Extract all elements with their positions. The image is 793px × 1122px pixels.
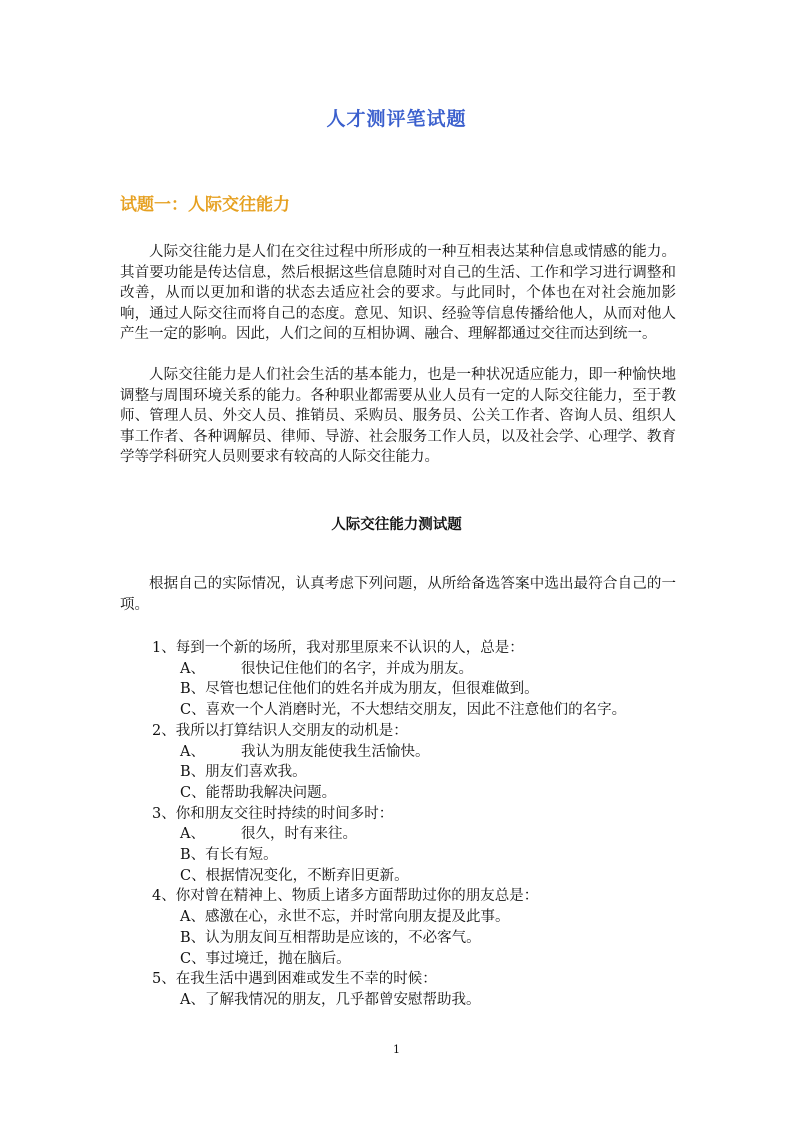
option-label: B、	[180, 847, 206, 864]
option-text: 很久，时有来往。	[240, 826, 357, 843]
option-label: A、	[180, 991, 205, 1008]
option-label: A、	[180, 909, 205, 926]
question-text: 2、我所以打算结识人交朋友的动机是：	[152, 722, 408, 739]
option-text: 认为朋友间互相帮助是应该的，不必客气。	[205, 929, 481, 946]
option-b	[152, 679, 692, 700]
option-text: 喜欢一个人消磨时光，不大想结交朋友，因此不注意他们的名字。	[205, 702, 627, 719]
intro-paragraph-1: 人际交往能力是人们在交往过程中所形成的一种互相表达某种信息或情感的能力。其首要功能是传达信息，然后根据这些信息随时对自己的生活、工作和学习进行调整和改善，从而以更加和谐的状态去适应社会的要求。与此同时，个体也在对社会施加影响，通过人际交往而将自己的态度。意见、知识、经验等信息传播给他人，从而对他人产生一定的影响。因此，人们之间的互相协调、融合、理解都通过交往而达到统一。	[120, 244, 676, 342]
question-item	[152, 804, 692, 887]
option-b	[152, 762, 692, 783]
option-label: B、	[180, 764, 206, 781]
option-c	[152, 949, 692, 970]
option-text: 我认为朋友能使我生活愉快。	[240, 743, 430, 760]
section-heading: 试题一：人际交往能力	[120, 195, 290, 215]
question-item	[152, 969, 692, 1010]
option-label: B、	[180, 929, 206, 946]
option-a	[152, 990, 692, 1011]
test-title: 人际交往能力测试题	[331, 516, 462, 533]
option-a	[152, 824, 692, 845]
option-c	[152, 866, 692, 887]
question-item	[152, 886, 692, 969]
option-a	[152, 907, 692, 928]
option-text: 感激在心，永世不忘，并时常向朋友提及此事。	[204, 909, 510, 926]
option-text: 事过境迁，抛在脑后。	[205, 950, 351, 967]
option-label: C、	[180, 950, 206, 967]
option-a	[152, 659, 692, 680]
option-text: 根据情况变化，不断弃旧更新。	[205, 867, 409, 884]
intro-paragraph-2: 人际交往能力是人们社会生活的基本能力，也是一种状况适应能力，即一种愉快地调整与周围环境关系的能力。各种职业都需要从业人员有一定的人际交往能力，至于教师、管理人员、外交人员、推销员、采购员、服务员、公关工作者、咨询人员、组织人事工作者、各种调解员、律师、导游、社会服务工作人员，以及社会学、心理学、教育学等学科研究人员则要求有较高的人际交往能力。	[120, 367, 676, 465]
option-label: A、	[180, 660, 205, 677]
question-item	[152, 721, 692, 804]
option-text: 能帮助我解决问题。	[205, 784, 337, 801]
option-a	[152, 742, 692, 763]
question-list	[152, 638, 692, 1011]
option-label: B、	[180, 681, 206, 698]
option-text: 很快记住他们的名字，并成为朋友。	[240, 660, 473, 677]
option-text: 尽管也想记住他们的姓名并成为朋友，但很难做到。	[205, 681, 539, 698]
option-label: C、	[180, 784, 206, 801]
page-number: 1	[393, 1043, 400, 1056]
option-label: A、	[180, 826, 205, 843]
option-c	[152, 783, 692, 804]
option-text: 了解我情况的朋友，几乎都曾安慰帮助我。	[204, 991, 481, 1008]
option-text: 有长有短。	[205, 847, 278, 864]
option-b	[152, 928, 692, 949]
question-item	[152, 638, 692, 721]
option-label: C、	[180, 867, 206, 884]
question-text: 1、每到一个新的场所，我对那里原来不认识的人，总是：	[152, 640, 524, 656]
test-instruction: 根据自己的实际情况，认真考虑下列问题，从所给备选答案中选出最符合自己的一项。	[120, 576, 676, 613]
document-title: 人才测评笔试题	[326, 108, 467, 130]
option-label: A、	[180, 743, 205, 760]
option-b	[152, 845, 692, 866]
question-text: 3、你和朋友交往时持续的时间多时：	[152, 805, 394, 822]
option-text: 朋友们喜欢我。	[205, 764, 307, 781]
question-text: 4、你对曾在精神上、物质上诸多方面帮助过你的朋友总是：	[152, 888, 539, 905]
option-label: C、	[180, 702, 206, 719]
question-text: 5、在我生活中遇到困难或发生不幸的时候：	[152, 971, 437, 988]
option-c	[152, 700, 692, 721]
